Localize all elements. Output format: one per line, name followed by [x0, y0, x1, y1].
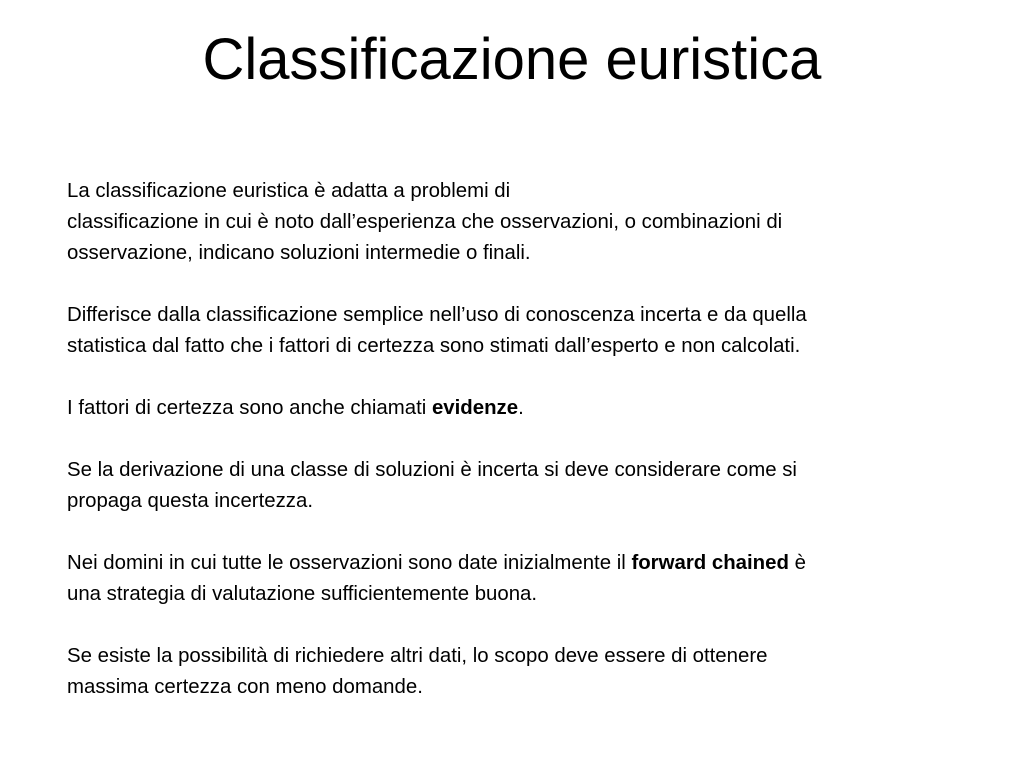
paragraph-difference	[67, 300, 1007, 362]
text-line	[67, 548, 1007, 579]
paragraph-definition	[67, 176, 1007, 269]
text-line: La classificazione euristica è adatta a problemi di	[67, 180, 511, 202]
text-run: Nei domini in cui tutte le osservazioni sono date inizialmente il	[67, 552, 632, 574]
text-line: osservazione, indicano soluzioni intermedie o finali.	[67, 242, 531, 264]
text-line: Se esiste la possibilità di richiedere altri dati, lo scopo deve essere di ottenere	[67, 645, 768, 667]
bold-term-forward-chained: forward chained	[631, 552, 789, 574]
text-run: è	[788, 552, 806, 574]
paragraph-evidence	[67, 393, 1007, 424]
text-run: .	[518, 397, 524, 419]
paragraph-forward-chaining	[67, 548, 1007, 610]
text-line: Se la derivazione di una classe di soluzioni è incerta si deve considerare come si	[67, 459, 797, 481]
text-line: classificazione in cui è noto dall’esperienza che osservazioni, o combinazioni di	[67, 211, 783, 233]
paragraph-uncertainty	[67, 455, 1007, 517]
text-run: I fattori di certezza sono anche chiamati	[67, 397, 432, 419]
text-line: propaga questa incertezza.	[67, 490, 313, 512]
text-line: massima certezza con meno domande.	[67, 676, 423, 698]
slide-body	[67, 176, 1007, 734]
text-line: Differisce dalla classificazione semplice nell’uso di conoscenza incerta e da quella	[67, 304, 807, 326]
text-line: statistica dal fatto che i fattori di certezza sono stimati dall’esperto e non calcolati.	[67, 335, 801, 357]
slide-title: Classificazione euristica	[202, 27, 822, 92]
paragraph-more-data	[67, 641, 1007, 703]
bold-term-evidenze: evidenze	[431, 397, 519, 419]
text-line	[67, 393, 1007, 424]
text-line: una strategia di valutazione sufficientemente buona.	[67, 583, 538, 605]
